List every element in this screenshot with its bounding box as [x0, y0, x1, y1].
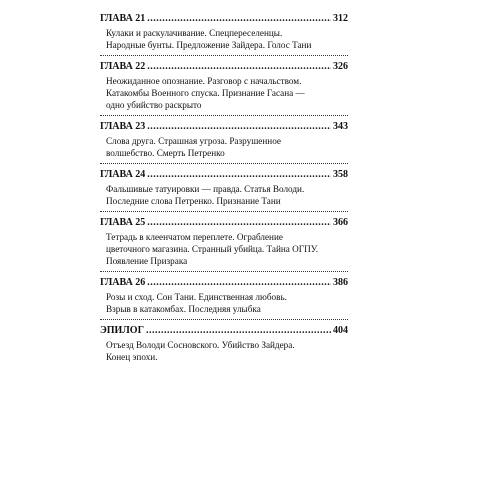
- chapter-title: ГЛАВА 23: [100, 121, 146, 132]
- dotted-divider: [100, 211, 348, 212]
- chapter-title: ГЛАВА 22: [100, 61, 146, 72]
- toc-entry-chapter-21: [100, 12, 348, 56]
- page-number: 366: [333, 217, 348, 228]
- chapter-title: ГЛАВА 26: [100, 277, 146, 288]
- toc-entry-chapter-23: [100, 120, 348, 164]
- chapter-title: ЭПИЛОГ: [100, 325, 144, 336]
- page-number: 404: [333, 325, 348, 336]
- summary-line: Конец эпохи.: [106, 352, 158, 362]
- chapter-summary: [106, 183, 348, 207]
- toc-entry-heading: [100, 216, 348, 229]
- chapter-summary: [106, 27, 348, 51]
- summary-line: Неожиданное опознание. Разговор с начальством.: [106, 76, 302, 86]
- summary-line: одно убийство раскрыто: [106, 100, 202, 110]
- dotted-divider: [100, 115, 348, 116]
- page-number: 358: [333, 169, 348, 180]
- summary-line: Отъезд Володи Сосновского. Убийство Зайдера.: [106, 340, 295, 350]
- toc-entry-heading: [100, 276, 348, 289]
- summary-line: Катакомбы Военного спуска. Признание Гасана —: [106, 88, 305, 98]
- summary-line: Слова друга. Страшная угроза. Разрушенное: [106, 136, 281, 146]
- page-number: 343: [333, 121, 348, 132]
- summary-line: цветочного магазина. Странный убийца. Тайна ОГПУ.: [106, 244, 319, 254]
- chapter-summary: [106, 135, 348, 159]
- dot-leader: [147, 276, 331, 289]
- table-of-contents: [100, 12, 348, 363]
- chapter-summary: [106, 291, 348, 315]
- summary-line: волшебство. Смерть Петренко: [106, 148, 225, 158]
- summary-line: Розы и сход. Сон Тани. Единственная любовь.: [106, 292, 287, 302]
- summary-line: Появление Призрака: [106, 256, 188, 266]
- summary-line: Взрыв в катакомбах. Последняя улыбка: [106, 304, 261, 314]
- dotted-divider: [100, 319, 348, 320]
- chapter-summary: [106, 231, 348, 267]
- dot-leader: [147, 12, 331, 25]
- toc-entry-epilogue: [100, 324, 348, 363]
- page-number: 312: [333, 13, 348, 24]
- summary-line: Тетрадь в клеенчатом переплете. Ограбление: [106, 232, 283, 242]
- toc-entry-heading: [100, 60, 348, 73]
- dot-leader: [147, 120, 331, 133]
- summary-line: Народные бунты. Предложение Зайдера. Голос Тани: [106, 40, 312, 50]
- dot-leader: [146, 324, 331, 337]
- summary-line: Фальшивые татуировки — правда. Статья Володи.: [106, 184, 305, 194]
- page-number: 326: [333, 61, 348, 72]
- dotted-divider: [100, 271, 348, 272]
- chapter-summary: [106, 339, 348, 363]
- toc-entry-heading: [100, 324, 348, 337]
- toc-entry-heading: [100, 168, 348, 181]
- chapter-title: ГЛАВА 24: [100, 169, 146, 180]
- dot-leader: [147, 168, 331, 181]
- page-number: 386: [333, 277, 348, 288]
- toc-entry-chapter-26: [100, 276, 348, 320]
- toc-entry-heading: [100, 12, 348, 25]
- chapter-title: ГЛАВА 25: [100, 217, 146, 228]
- dotted-divider: [100, 55, 348, 56]
- toc-entry-chapter-25: [100, 216, 348, 272]
- toc-entry-chapter-24: [100, 168, 348, 212]
- summary-line: Кулаки и раскулачивание. Спецпереселенцы.: [106, 28, 283, 38]
- summary-line: Последние слова Петренко. Признание Тани: [106, 196, 281, 206]
- dot-leader: [147, 216, 331, 229]
- chapter-title: ГЛАВА 21: [100, 13, 146, 24]
- chapter-summary: [106, 75, 348, 111]
- toc-entry-chapter-22: [100, 60, 348, 116]
- dotted-divider: [100, 163, 348, 164]
- dot-leader: [147, 60, 331, 73]
- toc-entry-heading: [100, 120, 348, 133]
